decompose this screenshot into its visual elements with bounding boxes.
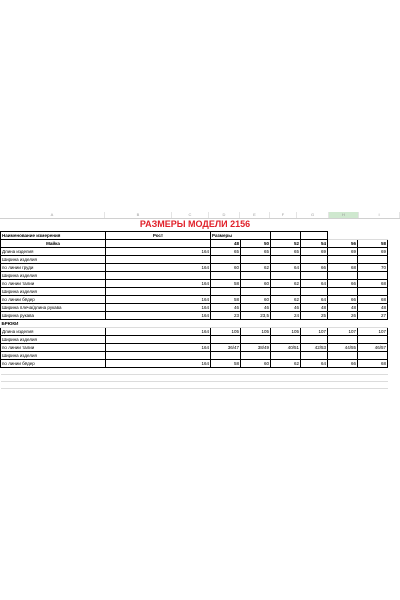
height-cell[interactable]: 164 (106, 312, 211, 320)
height-header[interactable]: Рост (106, 232, 211, 240)
size-col-58[interactable]: 58 (358, 240, 388, 248)
measurement-name-cell[interactable]: по линии груди (1, 264, 106, 272)
size-value-cell[interactable] (241, 272, 271, 280)
empty-cell[interactable] (271, 368, 301, 375)
size-value-cell[interactable]: 105 (271, 328, 301, 336)
size-value-cell[interactable]: 69 (358, 248, 388, 256)
size-value-cell[interactable] (241, 336, 271, 344)
size-value-cell[interactable]: 65 (211, 248, 241, 256)
measurement-name-cell[interactable]: по линии талии (1, 344, 106, 352)
size-value-cell[interactable] (301, 272, 328, 280)
empty-cell[interactable] (328, 375, 358, 382)
size-value-cell[interactable]: 24 (271, 312, 301, 320)
empty-cell[interactable] (271, 375, 301, 382)
size-value-cell[interactable]: 69 (328, 248, 358, 256)
empty-cell[interactable] (328, 320, 358, 328)
measurement-name-cell[interactable]: по линии талии (1, 280, 106, 288)
empty-cell[interactable] (211, 320, 241, 328)
section-row-maika (1, 240, 388, 248)
sizes-header[interactable]: Размеры (211, 232, 271, 240)
size-value-cell[interactable] (271, 336, 301, 344)
size-col-50[interactable]: 50 (241, 240, 271, 248)
table-row (1, 296, 388, 304)
size-value-cell[interactable] (328, 336, 358, 344)
size-value-cell[interactable]: 48 (301, 304, 328, 312)
column-header-a[interactable]: A (0, 212, 105, 218)
height-cell[interactable]: 164 (106, 344, 211, 352)
height-cell[interactable]: 164 (106, 264, 211, 272)
empty-cell[interactable] (241, 382, 271, 389)
height-cell[interactable] (106, 256, 211, 264)
empty-cell[interactable] (211, 382, 241, 389)
column-header-c[interactable]: C (172, 212, 209, 218)
size-value-cell[interactable]: 58 (211, 360, 241, 368)
table-row (1, 256, 388, 264)
size-value-cell[interactable]: 64 (301, 280, 328, 288)
empty-cell[interactable] (358, 368, 388, 375)
size-value-cell[interactable]: 60 (241, 296, 271, 304)
empty-row (1, 368, 388, 375)
size-value-cell[interactable]: 70 (358, 264, 388, 272)
size-value-cell[interactable]: 68 (358, 296, 388, 304)
size-value-cell[interactable] (271, 288, 301, 296)
size-value-cell[interactable] (328, 272, 358, 280)
measurement-name-cell[interactable]: Ширина изделия (1, 336, 106, 344)
empty-cell[interactable] (241, 375, 271, 382)
column-header-b[interactable]: B (105, 212, 172, 218)
table-row (1, 336, 388, 344)
size-value-cell[interactable] (301, 288, 328, 296)
size-value-cell[interactable]: 66 (328, 280, 358, 288)
empty-cell[interactable] (106, 320, 211, 328)
size-value-cell[interactable]: 26 (328, 312, 358, 320)
height-cell[interactable] (106, 272, 211, 280)
measure-header[interactable]: Наименование измерения (1, 232, 106, 240)
size-value-cell[interactable]: 23,5 (241, 312, 271, 320)
size-value-cell[interactable] (328, 256, 358, 264)
size-value-cell[interactable]: 62 (241, 264, 271, 272)
size-col-54[interactable]: 54 (301, 240, 328, 248)
measurement-name-cell[interactable]: Ширина плеча/длина рукава (1, 304, 106, 312)
empty-cell[interactable] (241, 320, 271, 328)
size-value-cell[interactable]: 68 (358, 280, 388, 288)
size-value-cell[interactable] (211, 352, 241, 360)
empty-cell[interactable] (211, 368, 241, 375)
size-value-cell[interactable]: 27 (358, 312, 388, 320)
section-row-bryuki (1, 320, 388, 328)
size-value-cell[interactable]: 58 (211, 296, 241, 304)
sheet-title: РАЗМЕРЫ МОДЕЛИ 2156 (139, 219, 251, 229)
size-value-cell[interactable]: 66 (328, 296, 358, 304)
size-value-cell[interactable] (358, 336, 388, 344)
table-row (1, 328, 388, 336)
empty-cell[interactable] (328, 382, 358, 389)
measurement-name-cell[interactable]: Ширина изделия (1, 288, 106, 296)
height-cell[interactable]: 164 (106, 304, 211, 312)
empty-cell[interactable] (271, 382, 301, 389)
empty-cell[interactable] (301, 382, 328, 389)
size-value-cell[interactable] (358, 256, 388, 264)
size-value-cell[interactable] (271, 256, 301, 264)
size-value-cell[interactable]: 42/53 (301, 344, 328, 352)
size-value-cell[interactable]: 62 (271, 360, 301, 368)
table-row (1, 264, 388, 272)
size-value-cell[interactable]: 68 (358, 360, 388, 368)
size-value-cell[interactable] (358, 288, 388, 296)
size-value-cell[interactable]: 40/51 (271, 344, 301, 352)
empty-cell[interactable] (106, 375, 211, 382)
table-row (1, 248, 388, 256)
size-value-cell[interactable] (271, 272, 301, 280)
size-value-cell[interactable]: 64 (271, 264, 301, 272)
column-header-h[interactable]: H (329, 212, 359, 218)
table-row (1, 352, 388, 360)
empty-cell[interactable] (301, 320, 328, 328)
size-value-cell[interactable]: 48 (358, 304, 388, 312)
empty-cell[interactable] (328, 232, 358, 240)
size-value-cell[interactable] (241, 288, 271, 296)
size-value-cell[interactable]: 107 (328, 328, 358, 336)
measurement-name-cell[interactable]: Длина изделия (1, 248, 106, 256)
size-value-cell[interactable]: 65 (271, 248, 301, 256)
size-value-cell[interactable] (358, 272, 388, 280)
size-col-48[interactable]: 48 (211, 240, 241, 248)
size-value-cell[interactable]: 105 (211, 328, 241, 336)
empty-row (1, 382, 388, 389)
size-value-cell[interactable]: 46 (241, 304, 271, 312)
table-row (1, 272, 388, 280)
size-value-cell[interactable]: 60 (241, 360, 271, 368)
size-value-cell[interactable]: 65 (241, 248, 271, 256)
size-value-cell[interactable]: 58 (211, 280, 241, 288)
size-value-cell[interactable]: 23 (211, 312, 241, 320)
size-value-cell[interactable]: 68 (328, 264, 358, 272)
size-value-cell[interactable] (301, 352, 328, 360)
size-value-cell[interactable]: 66 (328, 360, 358, 368)
size-value-cell[interactable]: 62 (271, 280, 301, 288)
measurement-name-cell[interactable]: Ширина изделия (1, 272, 106, 280)
empty-cell[interactable] (301, 375, 328, 382)
table-row (1, 288, 388, 296)
column-header-i[interactable]: I (359, 212, 400, 218)
size-value-cell[interactable] (211, 272, 241, 280)
size-value-cell[interactable] (211, 336, 241, 344)
empty-cell[interactable] (1, 382, 106, 389)
table-row (1, 344, 388, 352)
table-row (1, 312, 388, 320)
size-value-cell[interactable]: 46 (271, 304, 301, 312)
empty-cell[interactable] (358, 382, 388, 389)
height-cell[interactable]: 164 (106, 296, 211, 304)
size-table (0, 231, 388, 389)
column-header-f[interactable]: F (270, 212, 297, 218)
empty-cell[interactable] (106, 382, 211, 389)
height-cell[interactable]: 164 (106, 328, 211, 336)
size-value-cell[interactable]: 64 (301, 360, 328, 368)
empty-cell[interactable] (301, 368, 328, 375)
size-value-cell[interactable]: 60 (241, 280, 271, 288)
measurement-name-cell[interactable]: Ширина изделия (1, 352, 106, 360)
size-value-cell[interactable] (211, 256, 241, 264)
empty-cell[interactable] (241, 368, 271, 375)
column-header-g[interactable]: G (297, 212, 329, 218)
size-value-cell[interactable]: 48 (328, 304, 358, 312)
height-cell[interactable] (106, 352, 211, 360)
measurement-name-cell[interactable]: Ширина изделия (1, 256, 106, 264)
size-value-cell[interactable] (358, 352, 388, 360)
header-row (1, 232, 388, 240)
size-value-cell[interactable]: 107 (358, 328, 388, 336)
size-col-56[interactable]: 56 (328, 240, 358, 248)
empty-cell[interactable] (1, 368, 106, 375)
height-cell[interactable] (106, 288, 211, 296)
empty-cell[interactable] (358, 320, 388, 328)
size-value-cell[interactable] (301, 256, 328, 264)
empty-cell[interactable] (106, 240, 211, 248)
size-value-cell[interactable]: 107 (301, 328, 328, 336)
column-header-d[interactable]: D (209, 212, 240, 218)
size-value-cell[interactable] (271, 352, 301, 360)
size-value-cell[interactable] (211, 288, 241, 296)
measurement-name-cell[interactable]: по линии бёдер (1, 360, 106, 368)
size-col-52[interactable]: 52 (271, 240, 301, 248)
height-cell[interactable]: 164 (106, 360, 211, 368)
size-value-cell[interactable]: 62 (271, 296, 301, 304)
empty-cell[interactable] (328, 368, 358, 375)
size-value-cell[interactable]: 46/57 (358, 344, 388, 352)
empty-cell[interactable] (211, 375, 241, 382)
empty-cell[interactable] (301, 232, 328, 240)
size-value-cell[interactable]: 66 (301, 264, 328, 272)
size-value-cell[interactable]: 44/55 (328, 344, 358, 352)
empty-cell[interactable] (271, 320, 301, 328)
section-title-bryuki[interactable]: БРЮКИ (1, 320, 106, 328)
spreadsheet (0, 212, 400, 392)
size-value-cell[interactable] (241, 256, 271, 264)
size-value-cell[interactable]: 25 (301, 312, 328, 320)
size-value-cell[interactable]: 38/49 (241, 344, 271, 352)
empty-cell[interactable] (358, 232, 388, 240)
measurement-name-cell[interactable]: по линии бёдер (1, 296, 106, 304)
column-header-e[interactable]: E (240, 212, 270, 218)
size-value-cell[interactable] (241, 352, 271, 360)
size-value-cell[interactable] (301, 336, 328, 344)
size-value-cell[interactable]: 64 (301, 296, 328, 304)
measurement-name-cell[interactable]: Длина изделия (1, 328, 106, 336)
height-cell[interactable]: 164 (106, 280, 211, 288)
height-cell[interactable] (106, 336, 211, 344)
measurement-name-cell[interactable]: Ширина рукава (1, 312, 106, 320)
table-row (1, 280, 388, 288)
empty-cell[interactable] (106, 368, 211, 375)
table-row (1, 360, 388, 368)
table-row (1, 304, 388, 312)
empty-cell[interactable] (358, 375, 388, 382)
empty-cell[interactable] (1, 375, 106, 382)
size-value-cell[interactable]: 105 (241, 328, 271, 336)
size-value-cell[interactable] (328, 352, 358, 360)
size-value-cell[interactable] (328, 288, 358, 296)
size-value-cell[interactable]: 46 (211, 304, 241, 312)
size-value-cell[interactable]: 36/47 (211, 344, 241, 352)
size-value-cell[interactable]: 60 (211, 264, 241, 272)
height-cell[interactable]: 164 (106, 248, 211, 256)
empty-row (1, 375, 388, 382)
empty-cell[interactable] (271, 232, 301, 240)
size-value-cell[interactable]: 69 (301, 248, 328, 256)
section-title-maika[interactable]: Майка (1, 240, 106, 248)
